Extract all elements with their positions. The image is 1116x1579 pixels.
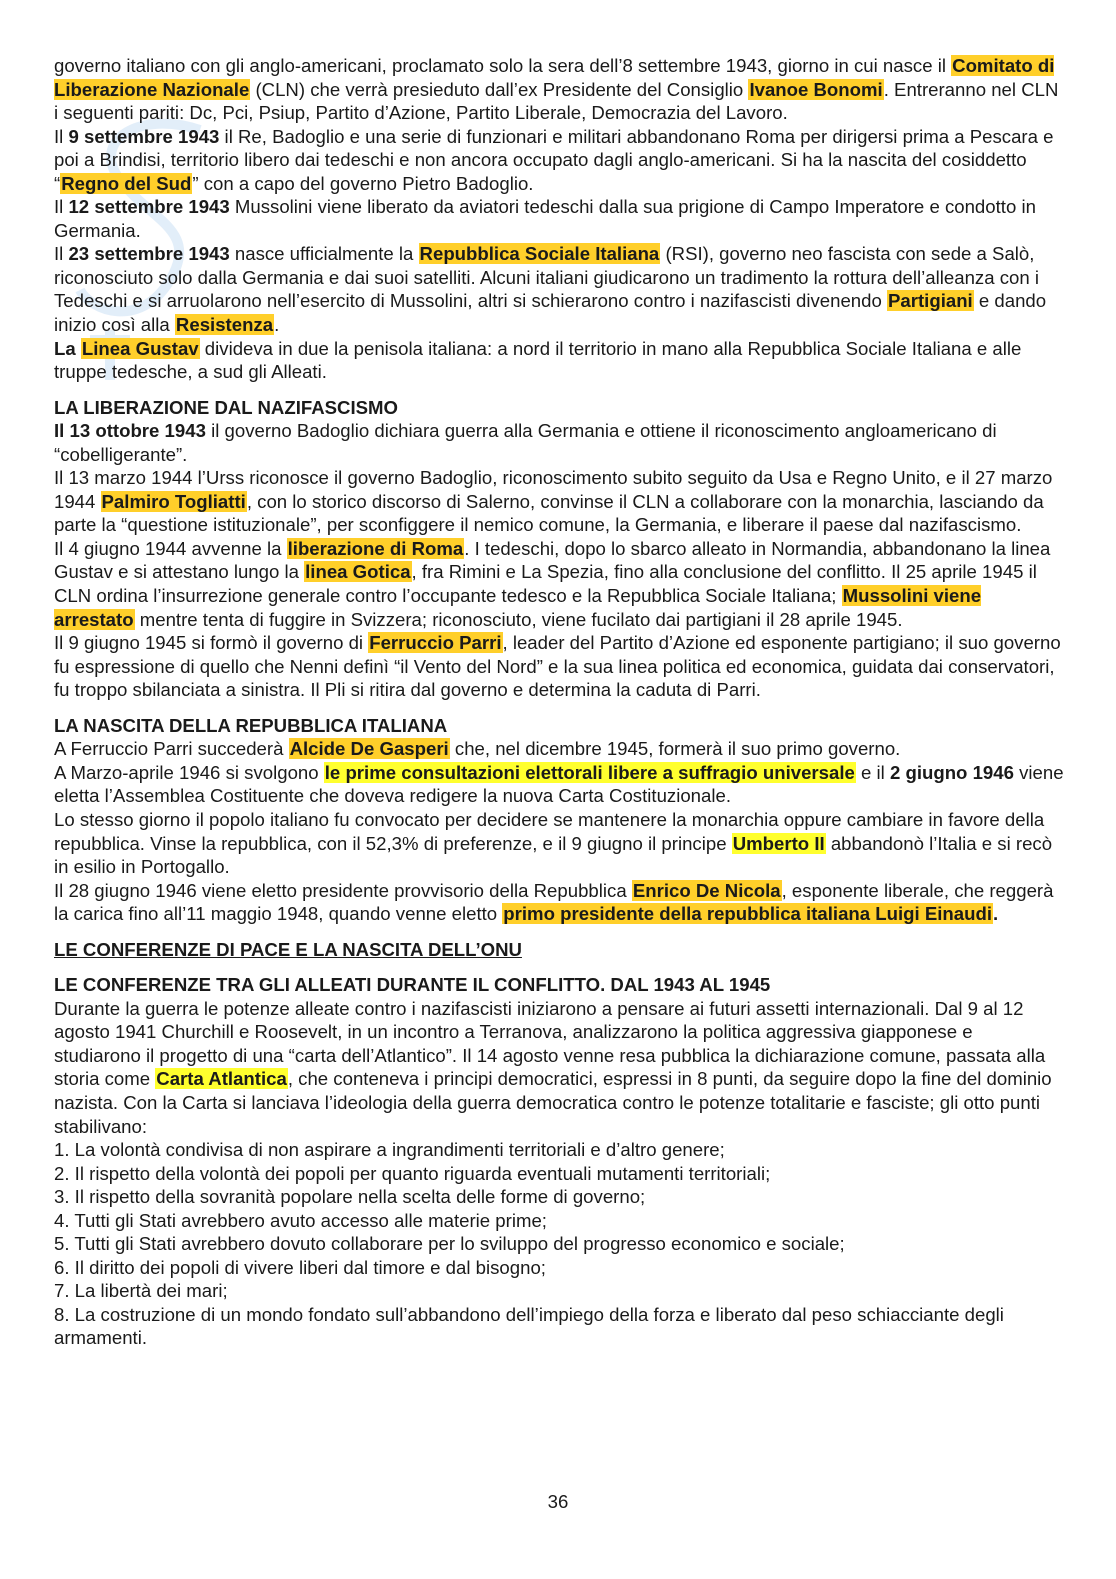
- text-run: che, nel dicembre 1945, formerà il suo primo governo.: [449, 738, 901, 760]
- text-run: 6. Il diritto dei popoli di vivere liberi dal timore e dal bisogno;: [54, 1256, 546, 1278]
- highlighted-term: Ivanoe Bonomi: [749, 78, 883, 100]
- highlighted-term: Umberto II: [732, 832, 825, 854]
- text-run: 2. Il rispetto della volontà dei popoli per quanto riguarda eventuali mutamenti territoriali;: [54, 1162, 771, 1184]
- list-item: [54, 1138, 1064, 1162]
- text-run: 4. Tutti gli Stati avrebbero avuto accesso alle materie prime;: [54, 1209, 547, 1231]
- list-item: [54, 1303, 1064, 1350]
- text-run: , fra Rimini e La Spezia, fino alla conclusione del conflitto. Il 25 aprile 1945 il CLN ordina l’insurrezione generale contro l’occupante tedesco e la Repubblica Sociale Italiana;: [54, 561, 1037, 607]
- bold-text: Il 13 ottobre 1943: [54, 420, 206, 442]
- text-run: . I tedeschi, dopo lo sbarco alleato in Normandia, abbandonano la linea Gustav e si attestano lungo la: [54, 537, 1051, 583]
- text-run: e il: [855, 761, 890, 783]
- list-item: [54, 1185, 1064, 1209]
- text-run: Lo stesso giorno il popolo italiano fu convocato per decidere se mantenere la monarchia oppure cambiare in favore della repubblica. Vinse la repubblica, con il 52,3% di preferenze, e il 9 giugno il principe: [54, 808, 1045, 854]
- text-run: abbandonò l’Italia e si recò in esilio in Portogallo.: [54, 832, 1053, 878]
- paragraph: [54, 631, 1064, 702]
- paragraph: [54, 419, 1064, 466]
- text-run: 1. La volontà condivisa di non aspirare a ingrandimenti territoriali e d’altro genere;: [54, 1139, 725, 1161]
- text-run: Il 4 giugno 1944 avvenne la: [54, 537, 287, 559]
- text-run: Il: [54, 196, 69, 218]
- text-run: LE CONFERENZE DI PACE E LA NASCITA DELL’ONU: [54, 938, 522, 960]
- text-run: governo italiano con gli anglo-americani, proclamato solo la sera dell’8 settembre 1943, giorno in cui nasce il: [54, 55, 952, 76]
- section-heading: [54, 396, 1064, 420]
- paragraph: [54, 737, 1064, 761]
- highlighted-term: liberazione di Roma: [287, 537, 464, 559]
- text-run: divideva in due la penisola italiana: a nord il territorio in mano alla Repubblica Sociale Italiana e alle truppe tedesche, a sud gli Alleati.: [54, 337, 1022, 383]
- list-item: [54, 1279, 1064, 1303]
- bold-text: 12 settembre 1943: [68, 196, 230, 218]
- paragraph: [54, 54, 1064, 125]
- paragraph: [54, 337, 1064, 384]
- list-item: [54, 1162, 1064, 1186]
- paragraph: [54, 879, 1064, 926]
- text-run: il governo Badoglio dichiara guerra alla Germania e ottiene il riconoscimento angloamericano di “cobelligerante”.: [54, 420, 997, 465]
- bold-text: 23 settembre 1943: [68, 243, 230, 265]
- highlighted-term: Alcide De Gasperi: [289, 738, 449, 760]
- text-run: .: [274, 314, 280, 336]
- highlighted-term: Comitato di Liberazione Nazionale: [54, 55, 1055, 100]
- paragraph: [54, 761, 1064, 808]
- highlighted-term: Palmiro Togliatti: [101, 490, 246, 512]
- text-run: nasce ufficialmente la: [229, 243, 419, 265]
- text-run: 7. La libertà dei mari;: [54, 1280, 228, 1302]
- section-heading: [54, 973, 1064, 997]
- text-run: (RSI), governo neo fascista con sede a Salò, riconosciuto solo dalla Germania e dai suoi satelliti. Alcuni italiani giudicarono un tradimento la rottura dell’alleanza con i Tedeschi e si arruolarono nell’esercito di Mussolini, altri si schierarono contro i nazifascisti divenendo: [54, 243, 1039, 312]
- list-item: [54, 1256, 1064, 1280]
- text-run: 5. Tutti gli Stati avrebbero dovuto collaborare per lo sviluppo del progresso economico e sociale;: [54, 1233, 845, 1255]
- text-run: , con lo storico discorso di Salerno, convinse il CLN a collaborare con la monarchia, lasciando da parte la “questione istituzionale”, per sconfiggere il nemico comune, la Germania, e liberare il paese dal nazifascismo.: [54, 490, 1044, 536]
- text-run: Il 9 giugno 1945 si formò il governo di: [54, 632, 369, 654]
- text-run: ” con a capo del governo Pietro Badoglio.: [192, 172, 534, 194]
- text-run: Il: [54, 125, 69, 147]
- document-body: [54, 54, 1064, 1350]
- highlighted-term: primo presidente della repubblica italiana Luigi Einaudi: [503, 903, 992, 925]
- bold-text: La: [54, 337, 81, 359]
- text-run: Mussolini viene liberato da aviatori tedeschi dalla sua prigione di Campo Imperatore e condotto in Germania.: [54, 196, 1036, 241]
- highlighted-term: Linea Gustav: [81, 337, 199, 359]
- highlighted-term: Mussolini viene arrestato: [54, 585, 982, 630]
- paragraph: [54, 242, 1064, 336]
- bold-text: 9 settembre 1943: [68, 125, 220, 147]
- text-run: , esponente liberale, che reggerà la carica fino all’11 maggio 1948, quando venne eletto: [54, 879, 1054, 925]
- paragraph: [54, 537, 1064, 631]
- text-run: LA LIBERAZIONE DAL NAZIFASCISMO: [54, 396, 398, 418]
- bold-text: 2 giugno 1946: [889, 761, 1014, 783]
- highlighted-term: Regno del Sud: [61, 172, 192, 194]
- text-run: A Ferruccio Parri succederà: [54, 738, 289, 760]
- text-run: viene eletta l’Assemblea Costituente che doveva redigere la nuova Carta Costituzionale.: [54, 761, 1064, 807]
- text-run: Il 13 marzo 1944 l’Urss riconosce il governo Badoglio, riconoscimento subito seguito da Usa e Regno Unito, e il 27 marzo 1944: [54, 467, 1053, 512]
- text-run: , che conteneva i principi democratici, espressi in 8 punti, da seguire dopo la fine del dominio nazista. Con la Carta si lanciava l’ideologia della guerra democratica contro le potenze totalitarie e fasciste; gli otto punti stabilivano:: [54, 1068, 1052, 1137]
- paragraph: [54, 997, 1064, 1138]
- text-run: LA NASCITA DELLA REPUBBLICA ITALIANA: [54, 714, 448, 736]
- text-run: e dando inizio così alla: [54, 290, 1047, 336]
- text-run: LE CONFERENZE TRA GLI ALLEATI DURANTE IL CONFLITTO. DAL 1943 AL 1945: [54, 974, 771, 996]
- highlighted-term: Ferruccio Parri: [369, 632, 502, 654]
- paragraph: [54, 808, 1064, 879]
- highlighted-term: le prime consultazioni elettorali libere a suffragio universale: [324, 761, 855, 783]
- paragraph: [54, 195, 1064, 242]
- highlighted-term: Carta Atlantica: [156, 1068, 287, 1090]
- text-run: A Marzo-aprile 1946 si svolgono: [54, 761, 324, 783]
- text-run: Durante la guerra le potenze alleate contro i nazifascisti iniziarono a pensare ai futuri assetti internazionali. Dal 9 al 12 agosto 1941 Churchill e Roosevelt, in un incontro a Terranova, analizzarono la politica aggressiva giapponese e studiarono il progetto di una “carta dell’Atlantico”. Il 14 agosto venne resa pubblica la dichiarazione comune, passata alla storia come: [54, 997, 1046, 1090]
- highlighted-term: Enrico De Nicola: [632, 879, 781, 901]
- section-heading: [54, 714, 1064, 738]
- text-run: mentre tenta di fuggire in Svizzera; riconosciuto, viene fucilato dai partigiani il 28 aprile 1945.: [134, 608, 903, 630]
- text-run: 3. Il rispetto della sovranità popolare nella scelta delle forme di governo;: [54, 1186, 646, 1208]
- page-number: 36: [547, 1491, 569, 1512]
- paragraph: [54, 466, 1064, 537]
- highlighted-term: Partigiani: [888, 290, 973, 312]
- text-run: Il 28 giugno 1946 viene eletto presidente provvisorio della Repubblica: [54, 879, 632, 901]
- paragraph: [54, 125, 1064, 196]
- highlighted-term: Resistenza: [175, 314, 274, 336]
- highlighted-term: Repubblica Sociale Italiana: [419, 243, 660, 265]
- section-heading: [54, 938, 1064, 962]
- list-item: [54, 1209, 1064, 1233]
- text-run: il Re, Badoglio e una serie di funzionari e militari abbandonano Roma per dirigersi prima a Pescara e poi a Brindisi, territorio libero dai tedeschi e non ancora occupato dagli anglo-americani. Si ha la nascita del cosiddetto “: [54, 125, 1054, 194]
- text-run: . Entreranno nel CLN i seguenti pariti: Dc, Pci, Psiup, Partito d’Azione, Partito Liberale, Democrazia del Lavoro.: [54, 78, 1059, 124]
- list-item: [54, 1232, 1064, 1256]
- highlighted-term: linea Gotica: [305, 561, 411, 583]
- text-run: , leader del Partito d’Azione ed esponente partigiano; il suo governo fu espressione di quello che Nenni definì “il Vento del Nord” e la sua linea politica ed economica, guidata dai conservatori, fu troppo sbilanciata a sinistra. Il Pli si ritira dal governo e determina la caduta di Parri.: [54, 632, 1061, 701]
- bold-text: .: [993, 903, 999, 925]
- text-run: Il: [54, 243, 69, 265]
- text-run: (CLN) che verrà presieduto dall’ex Presidente del Consiglio: [250, 78, 749, 100]
- text-run: 8. La costruzione di un mondo fondato sull’abbandono dell’impiego della forza e liberato dal peso schiacciante degli armamenti.: [54, 1303, 1004, 1349]
